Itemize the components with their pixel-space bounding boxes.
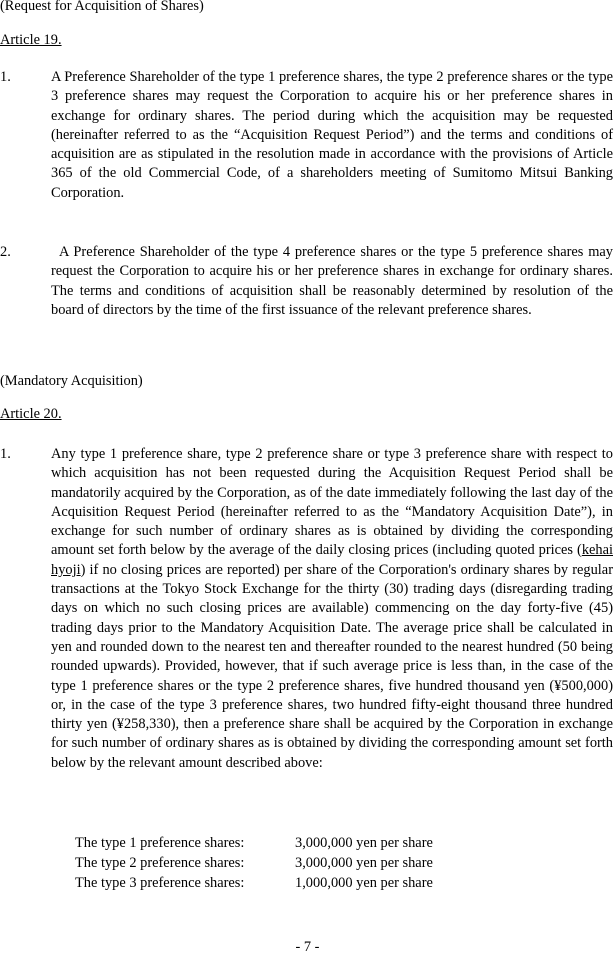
amount-value: 3,000,000 yen per share bbox=[295, 855, 433, 871]
share-type-label: The type 2 preference shares: bbox=[75, 855, 245, 871]
page-number: - 7 - bbox=[295, 939, 320, 955]
item-number: 1. bbox=[0, 69, 11, 85]
article-20-heading: Article 20. bbox=[0, 406, 62, 422]
item-number: 1. bbox=[0, 446, 11, 462]
article-19-heading: Article 19. bbox=[0, 32, 62, 48]
item-number: 2. bbox=[0, 244, 11, 260]
section-caption-mandatory-acquisition: (Mandatory Acquisition) bbox=[0, 373, 143, 389]
preference-amount-table bbox=[75, 833, 433, 893]
item-text: Any type 1 preference share, type 2 preference share or type 3 preference share with respect to which acquisition has not been requested during the Acquisition Request Period shall be mandatorily acquired by the Corporation, as of the date immediately following the last day of the Acquisition Request Period (hereinafter referred to as the “Mandatory Acquisition Date”), in exchange for such number of ordinary shares as is obtained by dividing the corresponding amount set forth below by the average of the daily closing prices (including quoted prices (kehai hyoji) if no closing prices are reported) per share of the Corporation's ordinary shares by regular transactions at the Tokyo Stock Exchange for the thirty (30) trading days (disregarding trading days on which no such closing prices are available) commencing on the day forty-five (45) trading days prior to the Mandatory Acquisition Date. The average price shall be calculated in yen and rounded down to the nearest ten and thereafter rounded to the nearest hundred (50 being rounded upwards). Provided, however, that if such average price is less than, in the case of the type 1 preference shares or the type 2 preference shares, five hundred thousand yen (¥500,000) or, in the case of the type 3 preference shares, two hundred fifty-eight thousand three hundred thirty yen (¥258,330), then a preference share shall be acquired by the Corporation in exchange for such number of ordinary shares as is obtained by dividing the corresponding amount set forth below by the relevant amount described above: bbox=[51, 446, 613, 771]
table-row bbox=[75, 853, 433, 873]
table-row bbox=[75, 833, 433, 853]
share-type-label: The type 3 preference shares: bbox=[75, 875, 245, 891]
table-row bbox=[75, 873, 433, 893]
section-caption-request-acquisition: (Request for Acquisition of Shares) bbox=[0, 0, 204, 14]
kehai-hyoji-term: kehai hyoji bbox=[51, 542, 613, 578]
item-text: A Preference Shareholder of the type 1 preference shares, the type 2 preference shares or the type 3 preference shares may request the Corporation to acquire his or her preference shares in exchange for ordinary shares. The period during which the acquisition may be requested (hereinafter referred to as the “Acquisition Request Period”) and the terms and conditions of acquisition are as stipulated in the resolution made in accordance with the provisions of Article 365 of the old Commercial Code, of a shareholders meeting of Sumitomo Mitsui Banking Corporation. bbox=[51, 69, 613, 201]
item-text: A Preference Shareholder of the type 4 preference shares or the type 5 preference shares may request the Corporation to acquire his or her preference shares in exchange for ordinary shares. The terms and conditions of acquisition shall be reasonably determined by resolution of the board of directors by the time of the first issuance of the relevant preference shares. bbox=[51, 244, 613, 318]
amount-value: 3,000,000 yen per share bbox=[295, 835, 433, 851]
share-type-label: The type 1 preference shares: bbox=[75, 835, 245, 851]
amount-value: 1,000,000 yen per share bbox=[295, 875, 433, 891]
